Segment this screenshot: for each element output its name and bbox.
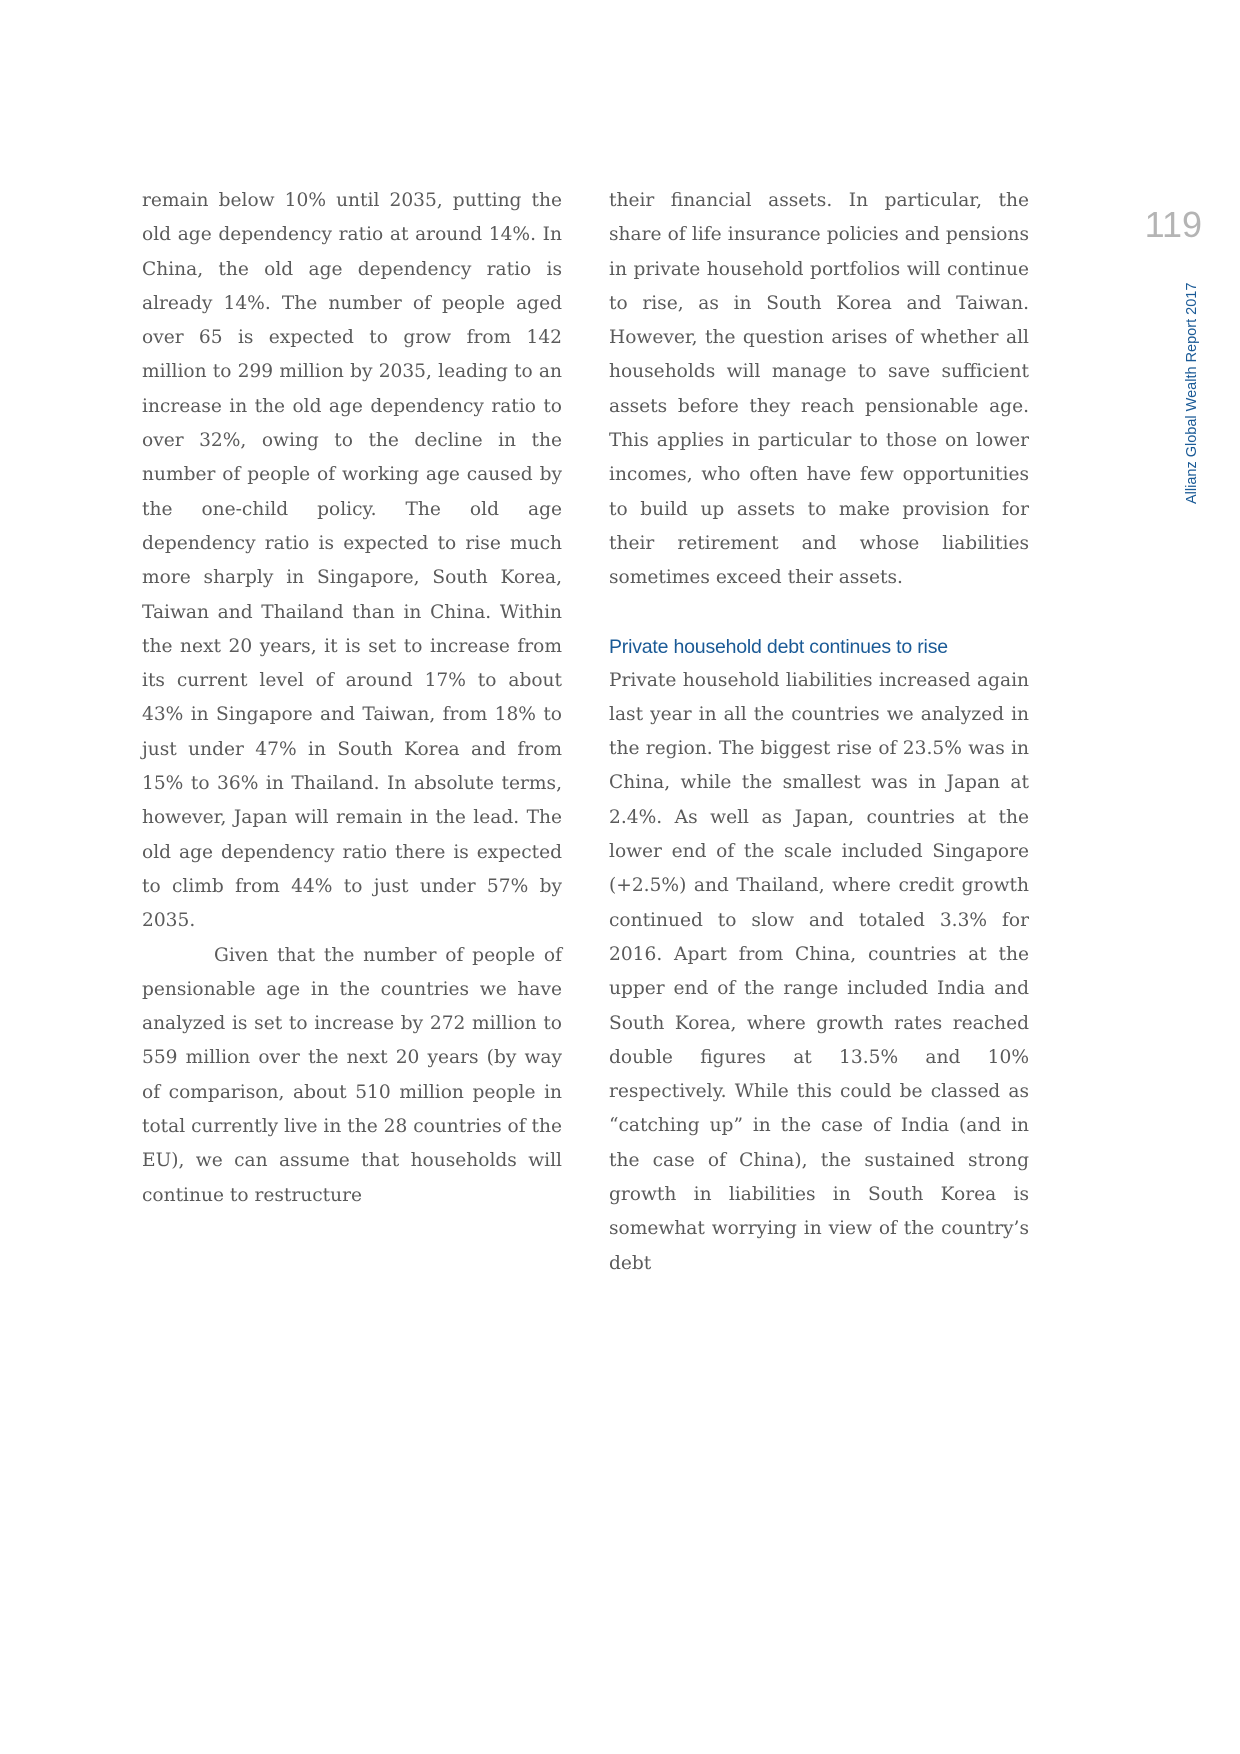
right-paragraph-2: Private household liabilities increased again last year in all the countries we analyzed in the region. The biggest rise of 23.5% was in China, while the smallest was in Japan at 2.4%. As well as Japan, countries at the lower end of the scale included Singapore (+2.5%) and Thailand, where credit growth continued to slow and totaled 3.3% for 2016. Apart from China, countries at the upper end of the range included India and South Korea, where growth rates reached double figures at 13.5% and 10% respectively. While this could be classed as “catching up” in the case of India (and in the case of China), the sustained strong growth in liabilities in South Korea is somewhat worrying in view of the country’s debt [609,669,1029,1274]
left-text-column [142,184,562,1213]
left-paragraph-2: Given that the number of people of pensionable age in the countries we have analyzed is set to increase by 272 million to 559 million over the next 20 years (by way of comparison, about 510 million people in total currently live in the 28 countries of the EU), we can assume that households will continue to restructure [142,944,562,1206]
page-number: 119 [1144,204,1202,245]
running-title: Allianz Global Wealth Report 2017 [1184,282,1200,504]
left-paragraph-1: remain below 10% until 2035, putting the old age dependency ratio at around 14%. In China, the old age dependency ratio is already 14%. The number of people aged over 65 is expected to grow from 142 million to 299 million by 2035, leading to an increase in the old age dependency ratio to over 32%, owing to the decline in the number of people of working age caused by the one-child policy. The old age dependency ratio is expected to rise much more sharply in Singapore, South Korea, Taiwan and Thailand than in China. Within the next 20 years, it is set to increase from its current level of around 17% to about 43% in Singapore and Taiwan, from 18% to just under 47% in South Korea and from 15% to 36% in Thailand. In absolute terms, however, Japan will remain in the lead. The old age dependency ratio there is expected to climb from 44% to just under 57% by 2035. [142,190,562,932]
section-heading: Private household debt continues to rise [609,635,948,658]
right-text-column [609,184,1029,1281]
right-paragraph-1: their financial assets. In particular, the share of life insurance policies and pensions in private household portfolios will continue to rise, as in South Korea and Taiwan. However, the question arises of whether all households will manage to save sufficient assets before they reach pensionable age. This applies in particular to those on lower incomes, who often have few opportunities to build up assets to make provision for their retirement and whose liabilities sometimes exceed their assets. [609,190,1029,589]
